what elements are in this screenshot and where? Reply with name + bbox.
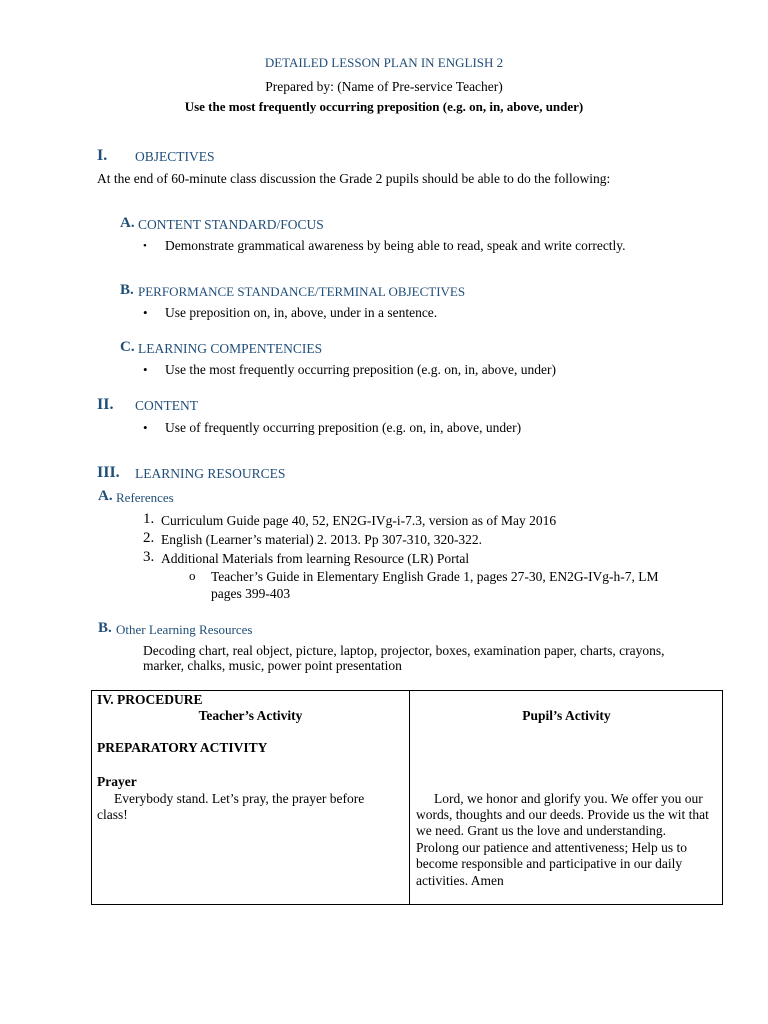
subsection-heading-competencies: LEARNING COMPENTENCIES <box>138 341 323 356</box>
reference-item-3: Additional Materials from learning Resource (LR) Portal <box>161 551 470 566</box>
bullet-icon: • <box>143 240 147 252</box>
prepared-by: Prepared by: (Name of Pre-service Teacher) <box>265 79 503 94</box>
prayer-heading: Prayer <box>97 774 137 789</box>
bullet-icon: • <box>143 362 148 377</box>
subsection-heading-content-standard: CONTENT STANDARD/FOCUS <box>138 217 324 232</box>
pupil-prayer-line1: Lord, we honor and glorify you. We offer you our <box>434 791 703 806</box>
list-number-1: 1. <box>143 511 155 527</box>
procedure-heading: IV. PROCEDURE <box>97 692 203 707</box>
reference-item-2: English (Learner’s material) 2. 2013. Pp 307-310, 320-322. <box>161 532 483 547</box>
subsection-heading-performance: PERFORMANCE STANDANCE/TERMINAL OBJECTIVES <box>138 284 466 299</box>
lesson-subtitle: Use the most frequently occurring preposition (e.g. on, in, above, under) <box>184 99 584 114</box>
pupil-prayer-line6: activities. Amen <box>416 873 504 888</box>
subsection-letter-c: C. <box>120 339 135 355</box>
pupil-prayer-line4: Prolong our patience and attentiveness; Help us to <box>416 840 688 855</box>
preparatory-activity-heading: PREPARATORY ACTIVITY <box>97 740 268 755</box>
teacher-activity-cell <box>92 691 410 905</box>
pupil-activity-header: Pupil’s Activity <box>522 708 611 723</box>
bullet-content: Use of frequently occurring preposition (e.g. on, in, above, under) <box>165 420 522 435</box>
teacher-prayer-line2: class! <box>97 807 128 822</box>
subsection-letter-other: B. <box>98 620 112 636</box>
procedure-table <box>91 690 723 905</box>
section-heading-content: CONTENT <box>135 398 198 413</box>
pupil-prayer-line2: words, thoughts and our deeds. Provide us the wit that <box>416 807 709 822</box>
subsection-heading-other-resources: Other Learning Resources <box>116 622 253 637</box>
subsection-letter-a: A. <box>120 215 135 231</box>
objectives-intro: At the end of 60-minute class discussion the Grade 2 pupils should be able to do the following: <box>97 171 611 186</box>
bullet-icon: • <box>143 305 148 320</box>
section-heading-objectives: OBJECTIVES <box>135 149 215 164</box>
bullet-content-standard: Demonstrate grammatical awareness by being able to read, speak and write correctly. <box>165 238 626 253</box>
circle-bullet-icon: o <box>189 568 196 583</box>
bullet-icon: • <box>143 420 148 435</box>
pupil-prayer-line5: become responsible and participative in our daily <box>416 856 683 871</box>
subsection-heading-references: References <box>116 490 174 505</box>
subsection-letter-references: A. <box>98 488 113 504</box>
pupil-prayer-line3: we need. Grant us the love and understanding. <box>416 823 667 838</box>
teacher-prayer-line1: Everybody stand. Let’s pray, the prayer before <box>114 791 365 806</box>
reference-sub-item-line1: Teacher’s Guide in Elementary English Grade 1, pages 27-30, EN2G-IVg-h-7, LM <box>211 569 659 584</box>
bullet-performance: Use preposition on, in, above, under in a sentence. <box>165 305 438 320</box>
section-numeral-3: III. <box>97 464 120 481</box>
other-resources-line2: marker, chalks, music, power point presentation <box>143 658 402 673</box>
section-numeral-2: II. <box>97 396 114 413</box>
reference-sub-item-line2: pages 399-403 <box>211 586 291 601</box>
reference-item-1: Curriculum Guide page 40, 52, EN2G-IVg-i-7.3, version as of May 2016 <box>161 513 557 528</box>
section-heading-resources: LEARNING RESOURCES <box>135 466 286 481</box>
list-number-2: 2. <box>143 530 155 546</box>
subsection-letter-b: B. <box>120 282 134 298</box>
list-number-3: 3. <box>143 549 155 565</box>
pupil-activity-cell <box>410 691 723 905</box>
doc-title: DETAILED LESSON PLAN IN ENGLISH 2 <box>264 55 504 70</box>
section-numeral-1: I. <box>97 147 108 164</box>
teacher-activity-header: Teacher’s Activity <box>198 708 303 723</box>
bullet-competencies: Use the most frequently occurring preposition (e.g. on, in, above, under) <box>165 362 557 377</box>
other-resources-line1: Decoding chart, real object, picture, laptop, projector, boxes, examination paper, charts, crayons, <box>143 643 665 658</box>
